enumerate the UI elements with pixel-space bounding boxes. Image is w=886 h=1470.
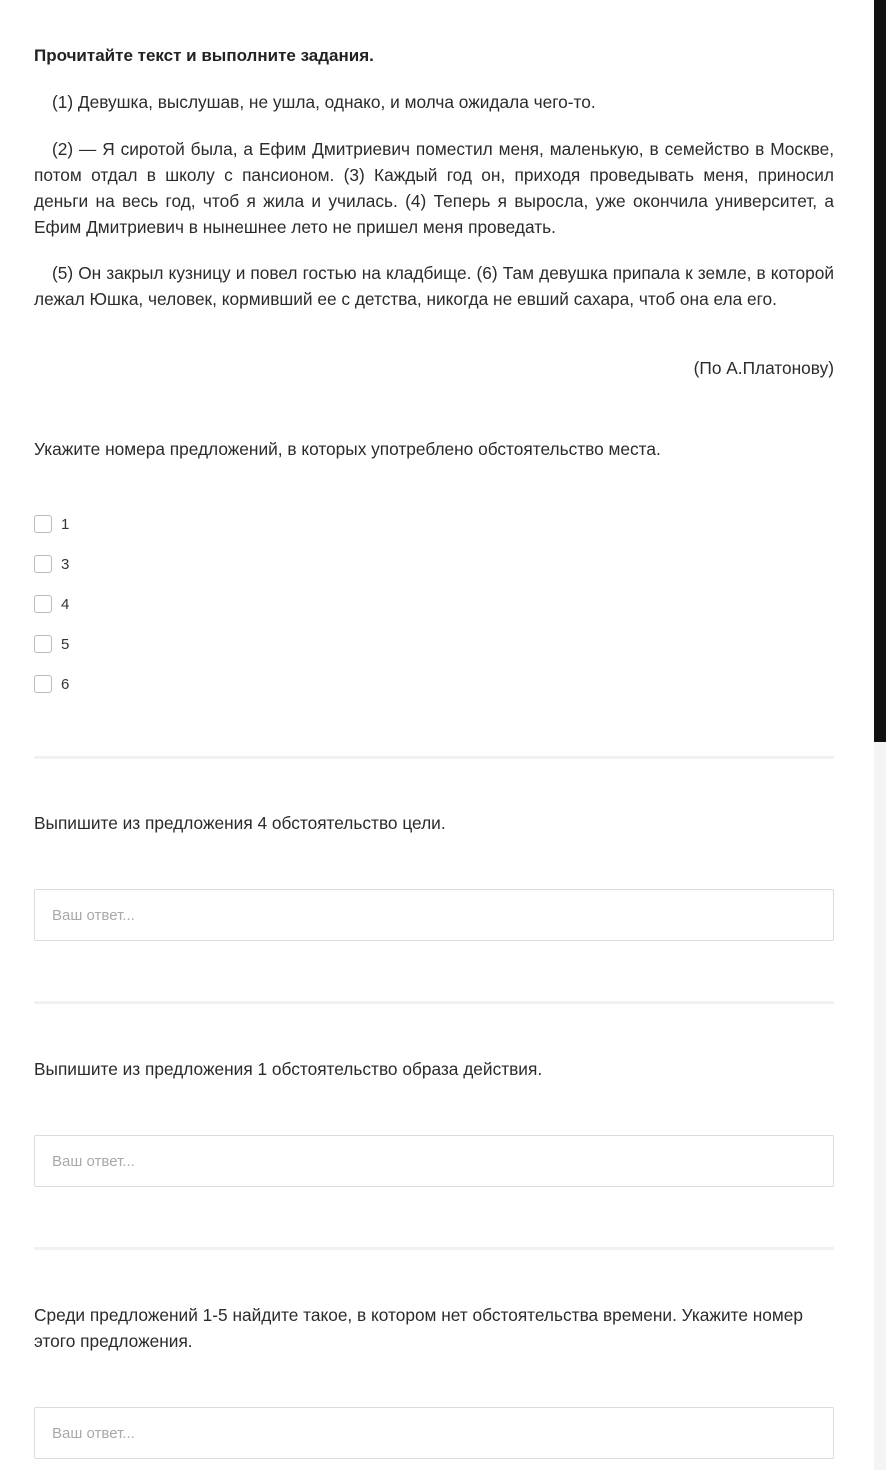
answer-input-2[interactable] (34, 889, 834, 941)
text-author: (По А.Платонову) (693, 358, 834, 378)
checkbox[interactable] (34, 635, 52, 653)
divider (34, 1001, 834, 1004)
option-label: 6 (61, 675, 70, 693)
checkbox[interactable] (34, 595, 52, 613)
option-label: 5 (61, 635, 70, 653)
checkbox[interactable] (34, 555, 52, 573)
option-1[interactable] (34, 504, 69, 544)
answer-input-4[interactable] (34, 1407, 834, 1459)
checkbox[interactable] (34, 675, 52, 693)
option-3[interactable] (34, 544, 69, 584)
text-paragraph-1: (1) Девушка, выслушав, не ушла, однако, и молча ожидала чего-то. (52, 92, 596, 112)
question-2-text: Выпишите из предложения 4 обстоятельство цели. (34, 813, 446, 833)
scrollbar-thumb[interactable] (874, 0, 886, 742)
option-label: 4 (61, 595, 70, 613)
option-label: 3 (61, 555, 70, 573)
option-4[interactable] (34, 584, 69, 624)
instruction-title: Прочитайте текст и выполните задания. (34, 46, 374, 65)
question-1-text: Укажите номера предложений, в которых употреблено обстоятельство места. (34, 439, 661, 459)
option-5[interactable] (34, 624, 69, 664)
option-6[interactable] (34, 664, 69, 704)
text-paragraph-2: (2) — Я сиротой была, а Ефим Дмитриевич поместил меня, маленькую, в семейство в Москве, потом отдал в школу с пансионом. (3) Каждый год он, приходя проведывать меня, приносил деньги на весь год, чтоб я жила и училась. (4) Теперь я выросла, уже окончила университет, а Ефим Дмитриевич в нынешнее лето не пришел меня проведать. (34, 139, 834, 237)
divider (34, 756, 834, 759)
question-3-text: Выпишите из предложения 1 обстоятельство образа действия. (34, 1059, 543, 1079)
answer-input-3[interactable] (34, 1135, 834, 1187)
text-paragraph-3: (5) Он закрыл кузницу и повел гостью на кладбище. (6) Там девушка припала к земле, в которой лежал Юшка, человек, кормивший ее с детства, никогда не евший сахара, чтоб она ела его. (34, 263, 834, 309)
divider (34, 1247, 834, 1250)
checkbox[interactable] (34, 515, 52, 533)
option-label: 1 (61, 515, 70, 533)
question-4-text: Среди предложений 1-5 найдите такое, в котором нет обстоятельства времени. Укажите номер этого предложения. (34, 1305, 804, 1351)
